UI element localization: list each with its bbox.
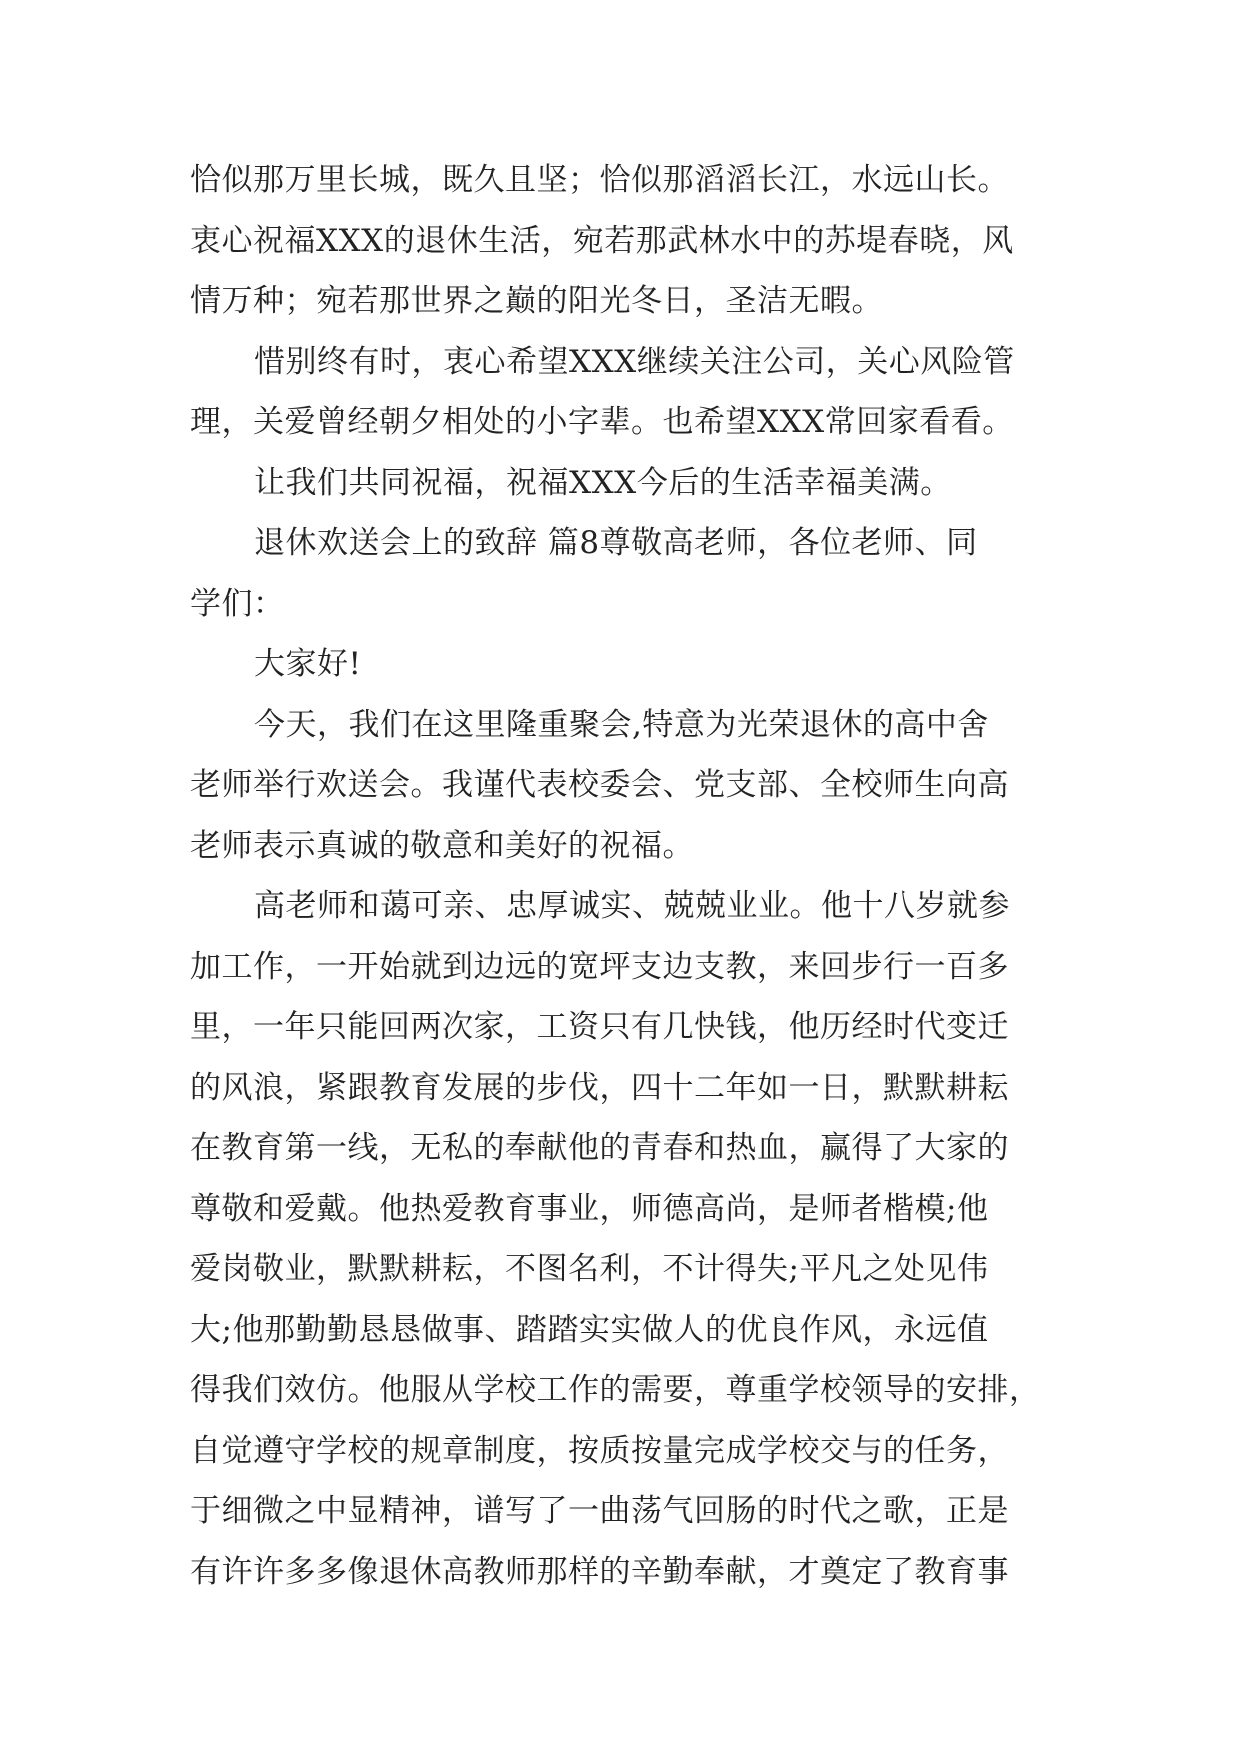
text-line: 恰似那万里长城，既久且坚；恰似那滔滔长江，水远山长。 — [190, 162, 1009, 198]
text-line: 有许许多多像退休高教师那样的辛勤奉献，才奠定了教育事 — [190, 1553, 1009, 1590]
text-line: 得我们效仿。他服从学校工作的需要，尊重学校领导的安排， — [190, 1372, 1041, 1408]
text-line: 情万种；宛若那世界之巅的阳光冬日，圣洁无暇。 — [190, 283, 883, 319]
text-line: 高老师和蔼可亲、忠厚诚实、兢兢业业。他十八岁就参 — [254, 888, 1010, 924]
document-body — [190, 150, 1060, 1602]
text-line: 的风浪，紧跟教育发展的步伐，四十二年如一日，默默耕耘 — [190, 1069, 1009, 1106]
text-line: 在教育第一线，无私的奉献他的青春和热血，赢得了大家的 — [190, 1130, 1009, 1166]
text-line: 大;他那勤勤恳恳做事、踏踏实实做人的优良作风，永远值 — [190, 1311, 989, 1348]
text-line: 尊敬和爱戴。他热爱教育事业，师德高尚，是师者楷模;他 — [190, 1190, 989, 1227]
text-line: 学们： — [190, 585, 285, 622]
text-line: 爱岗敬业，默默耕耘，不图名利，不计得失;平凡之处见伟 — [190, 1251, 989, 1287]
text-line: 衷心祝福XXX的退休生活，宛若那武林水中的苏堤春晓，风 — [190, 222, 1014, 259]
text-line: 里，一年只能回两次家，工资只有几快钱，他历经时代变迁 — [190, 1009, 1009, 1045]
text-line: 于细微之中显精神，谱写了一曲荡气回肠的时代之歌，正是 — [190, 1493, 1009, 1529]
text-line: 让我们共同祝福，祝福XXX今后的生活幸福美满。 — [254, 464, 952, 501]
text-line: 退休欢送会上的致辞 篇8尊敬高老师，各位老师、同 — [254, 525, 978, 561]
text-line: 加工作，一开始就到边远的宽坪支边支教，来回步行一百多 — [190, 948, 1009, 985]
text-line: 老师举行欢送会。我谨代表校委会、党支部、全校师生向高 — [190, 767, 1009, 803]
text-line: 老师表示真诚的敬意和美好的祝福。 — [190, 827, 694, 864]
text-line: 理，关爱曾经朝夕相处的小字辈。也希望XXX常回家看看。 — [190, 404, 1014, 440]
text-line: 今天，我们在这里隆重聚会,特意为光荣退休的高中舍 — [254, 706, 989, 743]
text-line: 大家好! — [254, 646, 362, 682]
text-line: 惜别终有时，衷心希望XXX继续关注公司，关心风险管 — [254, 343, 1015, 380]
text-line: 自觉遵守学校的规章制度，按质按量完成学校交与的任务， — [190, 1432, 1009, 1469]
